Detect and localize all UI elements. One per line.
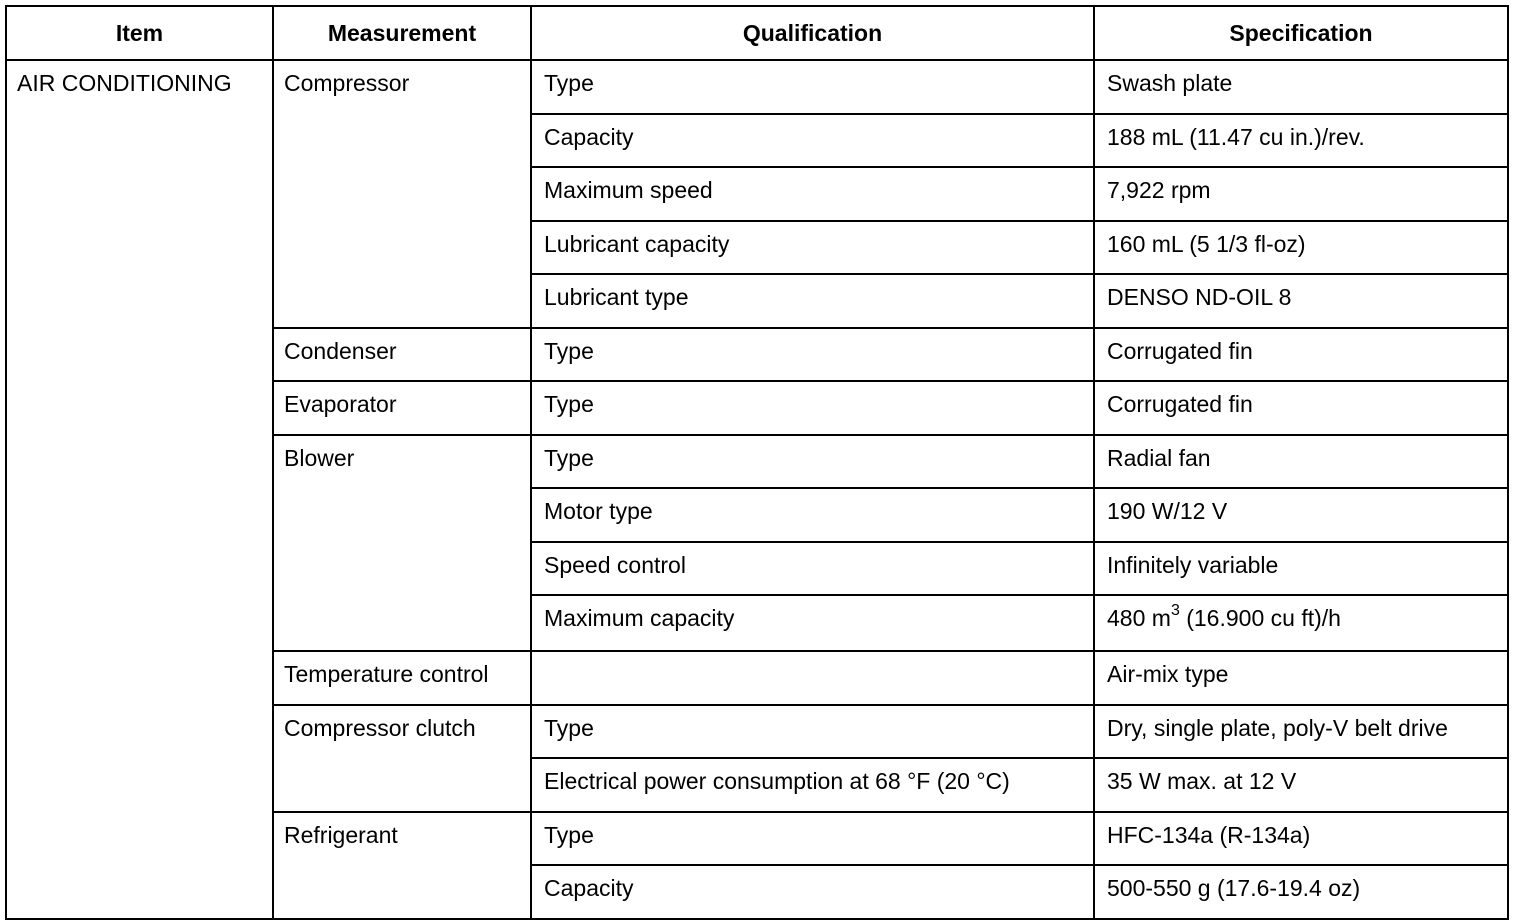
- measurement-condenser: Condenser: [273, 328, 531, 382]
- spec-value-part: 480 m: [1107, 605, 1171, 631]
- header-item: Item: [6, 6, 273, 60]
- measurement-refrigerant: Refrigerant: [273, 812, 531, 919]
- measurement-temperature-control: Temperature control: [273, 651, 531, 705]
- specification-cell: Air-mix type: [1094, 651, 1508, 705]
- specification-cell: 35 W max. at 12 V: [1094, 758, 1508, 812]
- header-specification: Specification: [1094, 6, 1508, 60]
- qualification-cell: Capacity: [531, 114, 1094, 168]
- qualification-cell: [531, 651, 1094, 705]
- header-qualification: Qualification: [531, 6, 1094, 60]
- qualification-cell: Type: [531, 812, 1094, 866]
- qualification-cell: Capacity: [531, 865, 1094, 919]
- specification-cell: 500-550 g (17.6-19.4 oz): [1094, 865, 1508, 919]
- qualification-cell: Lubricant type: [531, 274, 1094, 328]
- measurement-compressor-clutch: Compressor clutch: [273, 705, 531, 812]
- specification-cell: Infinitely variable: [1094, 542, 1508, 596]
- specification-cell: Radial fan: [1094, 435, 1508, 489]
- qualification-cell: Electrical power consumption at 68 °F (20 °C): [531, 758, 1094, 812]
- table-row: [6, 60, 1508, 114]
- qualification-cell: Type: [531, 435, 1094, 489]
- specification-cell: Swash plate: [1094, 60, 1508, 114]
- header-measurement: Measurement: [273, 6, 531, 60]
- specification-table: [5, 5, 1509, 920]
- specification-cell: [1094, 595, 1508, 651]
- specification-cell: 188 mL (11.47 cu in.)/rev.: [1094, 114, 1508, 168]
- qualification-cell: Type: [531, 705, 1094, 759]
- measurement-evaporator: Evaporator: [273, 381, 531, 435]
- qualification-cell: Lubricant capacity: [531, 221, 1094, 275]
- qualification-cell: Maximum speed: [531, 167, 1094, 221]
- header-row: [6, 6, 1508, 60]
- specification-cell: HFC-134a (R-134a): [1094, 812, 1508, 866]
- qualification-cell: Maximum capacity: [531, 595, 1094, 651]
- specification-cell: Corrugated fin: [1094, 381, 1508, 435]
- qualification-cell: Speed control: [531, 542, 1094, 596]
- specification-cell: DENSO ND-OIL 8: [1094, 274, 1508, 328]
- specification-cell: Corrugated fin: [1094, 328, 1508, 382]
- qualification-cell: Type: [531, 381, 1094, 435]
- superscript-exponent: 3: [1170, 602, 1180, 620]
- item-cell: AIR CONDITIONING: [6, 60, 273, 919]
- measurement-blower: Blower: [273, 435, 531, 652]
- specification-cell: 7,922 rpm: [1094, 167, 1508, 221]
- qualification-cell: Type: [531, 60, 1094, 114]
- qualification-cell: Type: [531, 328, 1094, 382]
- spec-value-part: (16.900 cu ft)/h: [1179, 605, 1341, 631]
- measurement-compressor: Compressor: [273, 60, 531, 328]
- qualification-cell: Motor type: [531, 488, 1094, 542]
- specification-cell: 160 mL (5 1/3 fl-oz): [1094, 221, 1508, 275]
- specification-cell: 190 W/12 V: [1094, 488, 1508, 542]
- specification-cell: Dry, single plate, poly-V belt drive: [1094, 705, 1508, 759]
